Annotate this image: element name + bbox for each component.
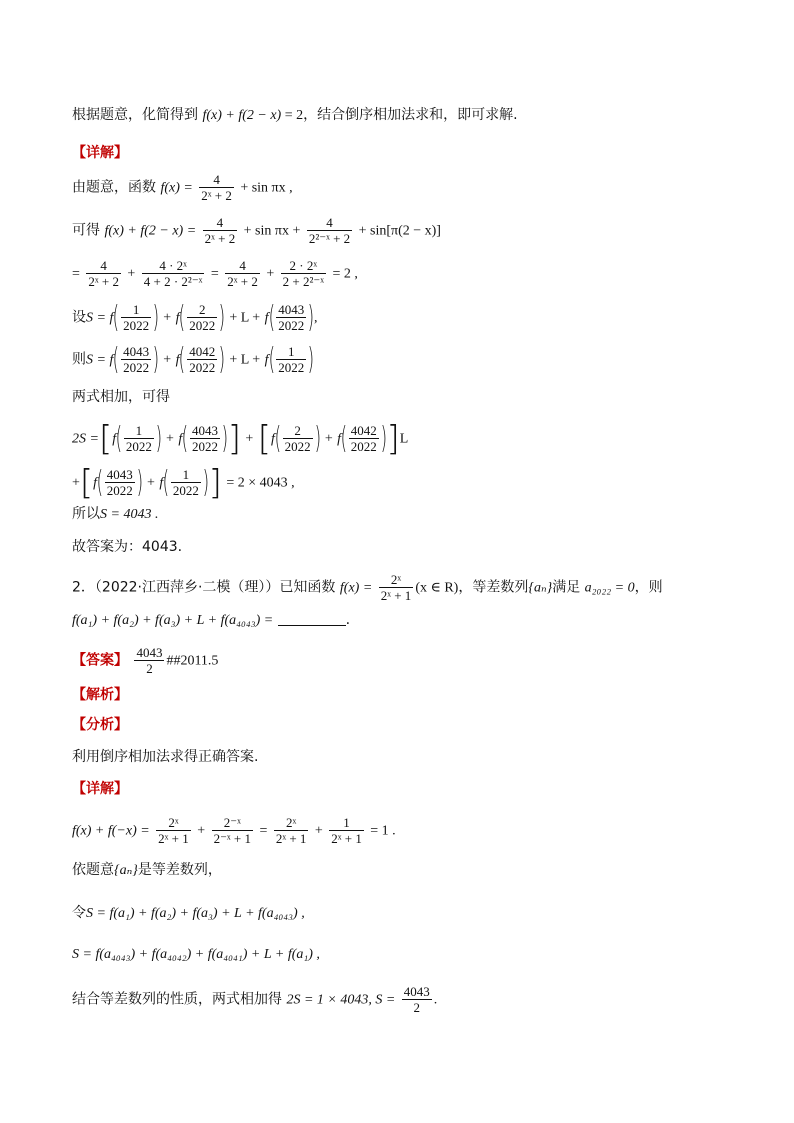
function-definition: 由题意，函数 f(x) = $\frac{4}{\text{2ˣ + 2}}$ + sin πx , bbox=[72, 172, 293, 203]
fraction: $\frac{4}{\text{2ˣ + 2}}$ bbox=[204, 215, 236, 246]
fraction: $\frac{4042}{2022}$ bbox=[189, 344, 216, 375]
fraction: $\frac{2}{2022}$ bbox=[189, 302, 216, 333]
analysis-heading: 【解析】 bbox=[72, 687, 128, 703]
fraction: $\frac{4}{\text{2ˣ + 2}}$ bbox=[227, 258, 258, 289]
sum-expansion: 可得 f(x) + f(2 − x) = $\frac{4}{\text{2ˣ + 2}}$ + sin πx + $\frac{4}{\text{2²⁻ˣ + 2}}$ + sin[π(2 − x)] bbox=[72, 215, 441, 246]
detail-heading-2: 【详解】 bbox=[72, 781, 128, 797]
doubled-sum-line-2: +[f( $\frac{4043}{2022}$ ) + f( $\frac{1}{2022}$ )] = 2 × 4043 , bbox=[72, 462, 295, 503]
sum-definition: 设S = f( $\frac{1}{2022}$ ) + f( $\frac{2}{2022}$ ) + L + f( $\frac{4043}{2022}$ ), bbox=[72, 299, 318, 335]
sum-reversed: 则S = f( $\frac{4043}{2022}$ ) + f( $\frac{4042}{2022}$ ) + L + f( $\frac{1}{2022}$ ) bbox=[72, 341, 315, 377]
doubled-sum-line-1: 2S =[f( $\frac{1}{2022}$ ) + f( $\frac{4043}{2022}$ )] + [f( $\frac{2}{2022}$ ) + f( $\frac{4042}{2022}$ )]L bbox=[72, 418, 409, 459]
analysis-sub-heading: 【分析】 bbox=[72, 717, 128, 733]
fraction: $\frac{4}{\text{2ˣ + 2}}$ bbox=[201, 172, 232, 203]
fraction: $\frac{4043}{2}$ bbox=[136, 645, 163, 676]
add-both: 两式相加，可得 bbox=[72, 389, 170, 405]
fraction: $\frac{1}{2022}$ bbox=[172, 467, 199, 498]
question-2-sum: f(a₁) + f(a₂) + f(a₃) + L + f(a₄₀₄₃) = . bbox=[72, 612, 351, 628]
fraction: $\frac{4043}{2022}$ bbox=[106, 467, 133, 498]
fraction: $\frac{\text{2ˣ}}{\text{2ˣ + 1}}$ bbox=[158, 815, 189, 846]
fraction: $\frac{\text{2 · 2ˣ}}{\text{2 + 2²⁻ˣ}}$ bbox=[282, 258, 325, 289]
question-2-stem: 2．（2022·江西萍乡·二模（理））已知函数 f(x) = $\frac{\text{2ˣ}}{\text{2ˣ + 1}}$ (x ∈ R)，等差数列{aₙ}满足 a₂₀₂₂ = 0，则 bbox=[72, 572, 663, 603]
arithmetic-sequence-note: 依题意{aₙ}是等差数列， bbox=[72, 862, 222, 878]
fraction: $\frac{\text{4 · 2ˣ}}{\text{4 + 2 · 2²⁻ˣ}}$ bbox=[143, 258, 203, 289]
answer-blank bbox=[278, 611, 346, 626]
simplification: = $\frac{4}{\text{2ˣ + 2}}$ + $\frac{\text{4 · 2ˣ}}{\text{4 + 2 · 2²⁻ˣ}}$ = $\frac{4}{\text{2ˣ + 2}}$ + $\frac{\text{2 · 2ˣ}}{\text{2 + 2²⁻ˣ}}$ = 2 , bbox=[72, 258, 358, 289]
intro-formula: f(x) + f(2 − x) bbox=[202, 108, 285, 123]
fraction: $\frac{4043}{2}$ bbox=[403, 984, 430, 1015]
detail-heading-1: 【详解】 bbox=[72, 145, 128, 161]
fraction: $\frac{1}{2022}$ bbox=[278, 344, 305, 375]
fraction: $\frac{\text{2⁻ˣ}}{\text{2⁻ˣ + 1}}$ bbox=[213, 815, 252, 846]
symmetry-identity: f(x) + f(−x) = $\frac{\text{2ˣ}}{\text{2ˣ + 1}}$ + $\frac{\text{2⁻ˣ}}{\text{2⁻ˣ + 1}}$ = $\frac{\text{2ˣ}}{\text{2ˣ + 1}}$ + $\frac{1}{\text{2ˣ + 1}}$ = 1 . bbox=[72, 815, 396, 846]
analysis-text: 利用倒序相加法求得正确答案. bbox=[72, 749, 259, 765]
fraction: $\frac{4043}{2022}$ bbox=[123, 344, 150, 375]
answer-2: 【答案】 $\frac{4043}{2}$ ##2011.5 bbox=[72, 645, 219, 676]
fraction: $\frac{2}{2022}$ bbox=[284, 423, 311, 454]
fraction: $\frac{1}{2022}$ bbox=[123, 302, 150, 333]
sum-backward: S = f(a₄₀₄₃) + f(a₄₀₄₂) + f(a₄₀₄₁) + L + f(a₁) , bbox=[72, 947, 320, 962]
conclusion: 所以S = 4043 . bbox=[72, 506, 159, 522]
final-result: 结合等差数列的性质，两式相加得 2S = 1 × 4043, S = $\frac{4043}{2}$ . bbox=[72, 984, 438, 1015]
fraction: $\frac{1}{2022}$ bbox=[125, 423, 152, 454]
fraction: $\frac{1}{\text{2ˣ + 1}}$ bbox=[331, 815, 362, 846]
fraction: $\frac{4}{\text{2ˣ + 2}}$ bbox=[88, 258, 119, 289]
fraction: $\frac{4042}{2022}$ bbox=[350, 423, 377, 454]
fraction: $\frac{\text{2ˣ}}{\text{2ˣ + 1}}$ bbox=[275, 815, 307, 846]
fraction: $\frac{4043}{2022}$ bbox=[278, 302, 305, 333]
sum-forward: 令S = f(a₁) + f(a₂) + f(a₃) + L + f(a₄₀₄₃) , bbox=[72, 905, 305, 921]
fraction: $\frac{4043}{2022}$ bbox=[191, 423, 218, 454]
intro-line: 根据题意，化简得到 f(x) + f(2 − x) = 2，结合倒序相加法求和，即可求解. bbox=[72, 107, 518, 123]
fraction: $\frac{4}{\text{2²⁻ˣ + 2}}$ bbox=[308, 215, 351, 246]
fraction: $\frac{\text{2ˣ}}{\text{2ˣ + 1}}$ bbox=[380, 572, 412, 603]
answer-1: 故答案为：4043. bbox=[72, 539, 183, 555]
